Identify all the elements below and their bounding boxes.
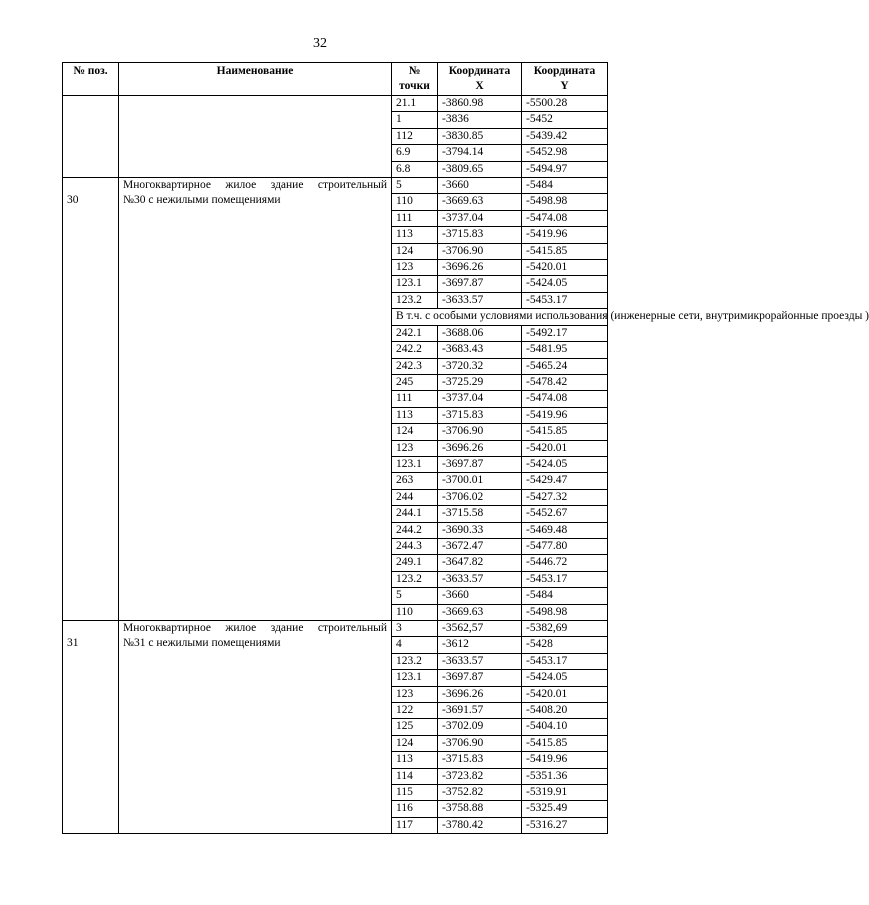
coordinate-y: -5500.28 [522,96,608,112]
coordinate-y: -5453.17 [522,571,608,587]
coordinate-y: -5420.01 [522,260,608,276]
coordinate-y: -5325.49 [522,801,608,817]
point-number: 123.2 [392,571,438,587]
coordinate-x: -3660 [438,178,522,194]
header-position: № поз. [63,63,119,96]
point-number: 21.1 [392,96,438,112]
coordinate-x: -3836 [438,112,522,128]
coordinate-y: -5453.17 [522,653,608,669]
point-number: 123 [392,686,438,702]
coordinate-x: -3758.88 [438,801,522,817]
header-name: Наименование [119,63,392,96]
point-number: 124 [392,735,438,751]
coordinate-y: -5424.05 [522,670,608,686]
coordinate-x: -3706.90 [438,424,522,440]
point-number: 112 [392,128,438,144]
coordinate-y: -5484 [522,588,608,604]
coordinate-x: -3715.83 [438,752,522,768]
coordinate-y: -5382,69 [522,621,608,637]
coordinate-y: -5419.96 [522,227,608,243]
coordinate-y: -5408.20 [522,703,608,719]
coordinate-x: -3809.65 [438,161,522,177]
point-number: 124 [392,243,438,259]
coordinate-y: -5420.01 [522,686,608,702]
header-x: Координата X [438,63,522,96]
point-number: 110 [392,604,438,620]
point-number: 123.2 [392,292,438,308]
point-number: 111 [392,391,438,407]
point-number: 263 [392,473,438,489]
table-row [63,96,608,112]
coordinate-x: -3669.63 [438,604,522,620]
point-number: 123.1 [392,670,438,686]
object-name [119,96,392,178]
coordinate-y: -5428 [522,637,608,653]
point-number: 113 [392,752,438,768]
header-point: № точки [392,63,438,96]
point-number: 6.9 [392,145,438,161]
coordinate-y: -5498.98 [522,194,608,210]
point-number: 116 [392,801,438,817]
coordinate-x: -3715.83 [438,227,522,243]
coordinate-x: -3690.33 [438,522,522,538]
coordinate-y: -5481.95 [522,342,608,358]
coordinate-x: -3723.82 [438,768,522,784]
coordinate-x: -3737.04 [438,391,522,407]
coordinate-y: -5420.01 [522,440,608,456]
coordinate-y: -5452 [522,112,608,128]
table-row [63,621,608,637]
coordinate-y: -5474.08 [522,210,608,226]
coordinate-y: -5474.08 [522,391,608,407]
coordinate-y: -5452.98 [522,145,608,161]
coordinate-x: -3691.57 [438,703,522,719]
coordinate-x: -3696.26 [438,686,522,702]
coordinate-x: -3702.09 [438,719,522,735]
coordinate-x: -3706.90 [438,735,522,751]
coordinate-y: -5415.85 [522,424,608,440]
table-body [63,96,869,834]
coordinate-x: -3672.47 [438,538,522,554]
point-number: 123 [392,440,438,456]
coordinate-y: -5492.17 [522,325,608,341]
point-number: 124 [392,424,438,440]
object-name: Многоквартирное жилое здание строительный №30 с нежилыми помещениями [119,178,392,621]
point-number: 123.2 [392,653,438,669]
coordinate-x: -3715.58 [438,506,522,522]
coordinate-x: -3830.85 [438,128,522,144]
coordinate-x: -3752.82 [438,785,522,801]
coordinate-x: -3562,57 [438,621,522,637]
coordinate-y: -5415.85 [522,243,608,259]
point-number: 3 [392,621,438,637]
coordinate-x: -3696.26 [438,260,522,276]
page-number: 32 [313,36,327,51]
table-header-row [63,63,608,96]
coordinate-y: -5478.42 [522,374,608,390]
coordinate-y: -5404.10 [522,719,608,735]
coordinate-x: -3794.14 [438,145,522,161]
point-number: 4 [392,637,438,653]
point-number: 123.1 [392,456,438,472]
coordinate-y: -5446.72 [522,555,608,571]
coordinate-y: -5427.32 [522,489,608,505]
coordinate-y: -5319.91 [522,785,608,801]
point-number: 122 [392,703,438,719]
position-number: 31 [63,621,119,834]
coordinate-x: -3706.90 [438,243,522,259]
point-number: 114 [392,768,438,784]
point-number: 117 [392,817,438,833]
point-number: 113 [392,227,438,243]
point-number: 242.1 [392,325,438,341]
coordinate-x: -3725.29 [438,374,522,390]
coordinate-x: -3860.98 [438,96,522,112]
coordinate-x: -3647.82 [438,555,522,571]
coordinate-y: -5424.05 [522,276,608,292]
coordinate-x: -3720.32 [438,358,522,374]
point-number: 5 [392,588,438,604]
position-number [63,96,119,178]
coordinate-y: -5465.24 [522,358,608,374]
point-number: 244.3 [392,538,438,554]
coordinate-y: -5498.98 [522,604,608,620]
coordinate-x: -3697.87 [438,276,522,292]
object-name: Многоквартирное жилое здание строительный №31 с нежилыми помещениями [119,621,392,834]
point-number: 6.8 [392,161,438,177]
table-row [63,178,608,194]
point-number: 125 [392,719,438,735]
point-number: 110 [392,194,438,210]
point-number: 1 [392,112,438,128]
position-number: 30 [63,178,119,621]
header-y: Координата Y [522,63,608,96]
coordinate-x: -3633.57 [438,571,522,587]
coordinate-y: -5424.05 [522,456,608,472]
coordinate-x: -3683.43 [438,342,522,358]
coordinate-x: -3612 [438,637,522,653]
point-number: 244.1 [392,506,438,522]
coordinate-y: -5351.36 [522,768,608,784]
coordinate-y: -5439.42 [522,128,608,144]
coordinate-x: -3633.57 [438,292,522,308]
point-number: 113 [392,407,438,423]
coordinate-x: -3669.63 [438,194,522,210]
coordinate-y: -5415.85 [522,735,608,751]
point-number: 244 [392,489,438,505]
coordinates-table [62,62,869,834]
coordinate-x: -3700.01 [438,473,522,489]
coordinate-x: -3706.02 [438,489,522,505]
coordinate-x: -3697.87 [438,670,522,686]
coordinate-x: -3696.26 [438,440,522,456]
coordinate-y: -5477.80 [522,538,608,554]
coordinate-x: -3715.83 [438,407,522,423]
coordinate-y: -5469.48 [522,522,608,538]
coordinate-y: -5419.96 [522,752,608,768]
point-number: 244.2 [392,522,438,538]
coordinate-x: -3633.57 [438,653,522,669]
coordinate-x: -3688.06 [438,325,522,341]
coordinate-y: -5316.27 [522,817,608,833]
point-number: 123.1 [392,276,438,292]
point-number: 242.3 [392,358,438,374]
coordinate-x: -3660 [438,588,522,604]
point-number: 5 [392,178,438,194]
restriction-note: В т.ч. с особыми условиями использования (инженерные сети, внутримикрорайонные проезды ) [392,309,608,325]
point-number: 249.1 [392,555,438,571]
coordinate-x: -3697.87 [438,456,522,472]
point-number: 115 [392,785,438,801]
coordinate-y: -5494.97 [522,161,608,177]
point-number: 111 [392,210,438,226]
point-number: 245 [392,374,438,390]
coordinate-x: -3780.42 [438,817,522,833]
coordinate-y: -5484 [522,178,608,194]
coordinate-y: -5452.67 [522,506,608,522]
coordinate-y: -5429.47 [522,473,608,489]
coordinate-y: -5419.96 [522,407,608,423]
coordinate-y: -5453.17 [522,292,608,308]
point-number: 242.2 [392,342,438,358]
coordinate-x: -3737.04 [438,210,522,226]
point-number: 123 [392,260,438,276]
